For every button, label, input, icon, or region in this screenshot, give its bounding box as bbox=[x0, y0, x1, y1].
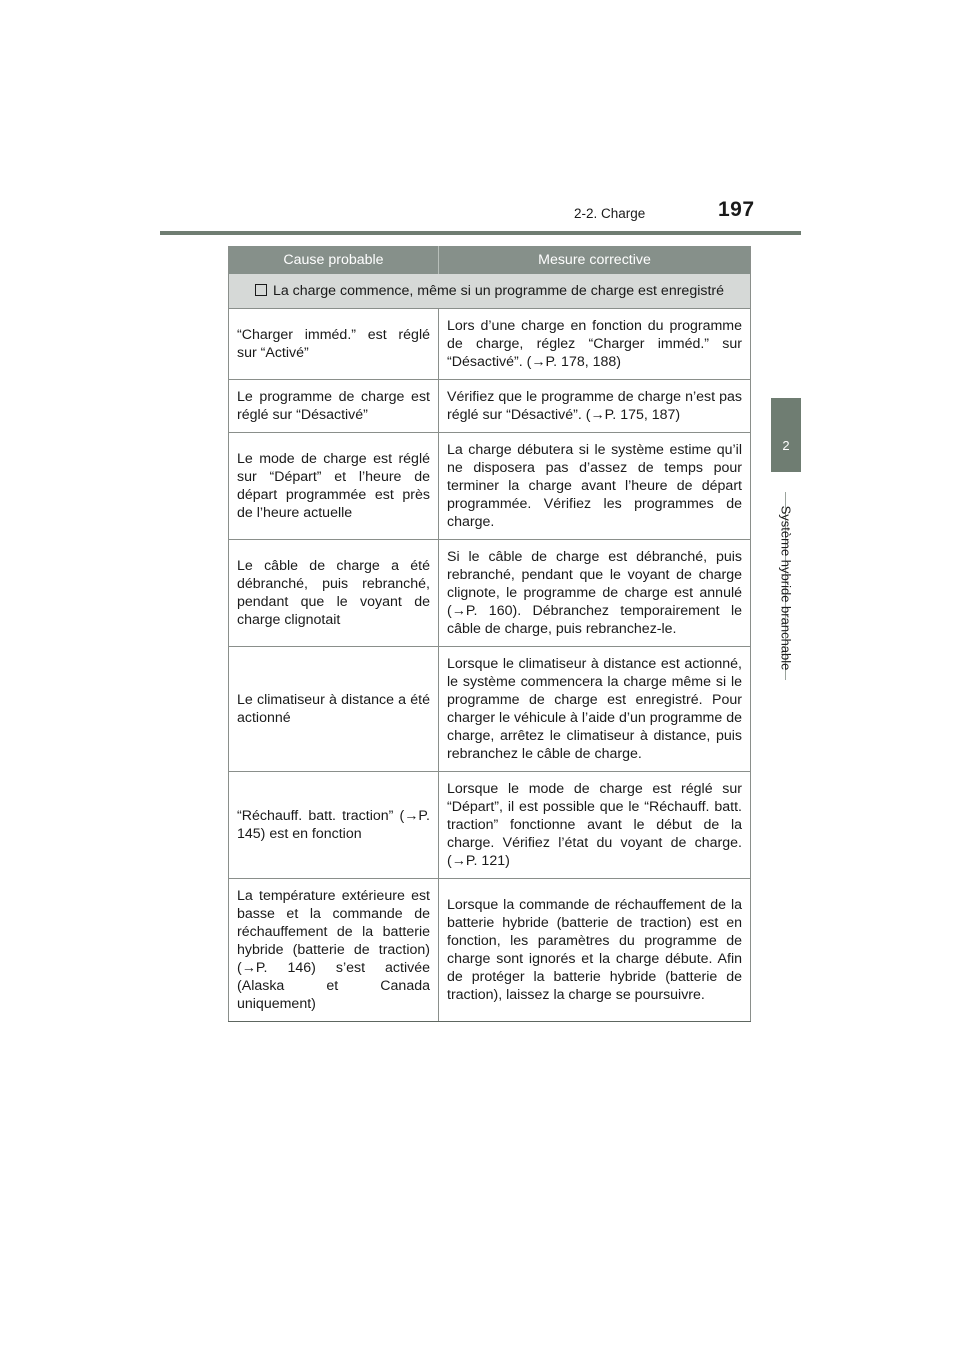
remedy-cell: Lorsque la commande de réchauffement de la batterie hybride (batterie de traction) est en fonction, les paramètres du programme de charge sont ignorés et la charge débute. Afin de protéger la batterie hybride (batterie de traction), laissez la charge se poursuivre. bbox=[439, 879, 751, 1022]
remedy-cell: Lors d’une charge en fonction du programme de charge, réglez “Charger imméd.” sur “Désactivé”. (→P. 178, 188) bbox=[439, 309, 751, 380]
section-title: 2-2. Charge bbox=[574, 206, 646, 221]
table-row bbox=[229, 380, 751, 433]
troubleshooting-table bbox=[228, 246, 751, 1022]
cause-cell: Le câble de charge a été débranché, puis rebranché, pendant que le voyant de charge clignotait bbox=[229, 540, 439, 647]
remedy-cell: Lorsque le mode de charge est réglé sur “Départ”, il est possible que le “Réchauff. batt. traction” fonctionne avant le début de la charge. Vérifiez l’état du voyant de charge. (→P. 121) bbox=[439, 772, 751, 879]
page-number: 197 bbox=[718, 198, 755, 221]
chapter-tab bbox=[771, 398, 801, 472]
section-heading: La charge commence, même si un programme de charge est enregistré bbox=[272, 283, 725, 299]
remedy-cell: La charge débutera si le système estime qu’il ne disposera pas d’assez de temps pour terminer la charge avant l’heure de départ programmée. Vérifiez les programmes de charge. bbox=[439, 433, 751, 540]
cause-cell: Le programme de charge est réglé sur “Désactivé” bbox=[229, 380, 439, 433]
header-rule bbox=[160, 231, 801, 235]
chapter-number: 2 bbox=[782, 438, 790, 453]
table-row bbox=[229, 647, 751, 772]
cause-cell: Le mode de charge est réglé sur “Départ” et l’heure de départ programmée est près de l’heure actuelle bbox=[229, 433, 439, 540]
header-cause: Cause probable bbox=[229, 246, 439, 274]
table-row bbox=[229, 772, 751, 879]
remedy-cell: Si le câble de charge est débranché, puis rebranché, pendant que le voyant de charge clignote, le programme de charge est annulé (→P. 160). Débranchez temporairement le câble de charge, puis rebranchez-le. bbox=[439, 540, 751, 647]
chapter-title: Système hybride branchable bbox=[778, 505, 794, 671]
header-remedy: Mesure corrective bbox=[439, 246, 751, 274]
table-section-row bbox=[229, 274, 751, 309]
section-cell bbox=[229, 274, 751, 309]
table-header-row bbox=[229, 246, 751, 274]
table-row bbox=[229, 879, 751, 1022]
cause-cell: “Charger imméd.” est réglé sur “Activé” bbox=[229, 309, 439, 380]
remedy-cell: Vérifiez que le programme de charge n’est pas réglé sur “Désactivé”. (→P. 175, 187) bbox=[439, 380, 751, 433]
cause-cell: La température extérieure est basse et la commande de réchauffement de la batterie hybride (batterie de traction) (→P. 146) s’est activée (Alaska et Canada uniquement) bbox=[229, 879, 439, 1022]
table-row bbox=[229, 309, 751, 380]
remedy-cell: Lorsque le climatiseur à distance est actionné, le système commencera la charge même si le programme de charge est enregistré. Pour charger le véhicule à l’aide d’un programme de charge, arrêtez le climatiseur à distance, puis rebranchez le câble de charge. bbox=[439, 647, 751, 772]
checkbox-icon bbox=[255, 284, 267, 296]
cause-cell: Le climatiseur à distance a été actionné bbox=[229, 647, 439, 772]
cause-cell: “Réchauff. batt. traction” (→P. 145) est en fonction bbox=[229, 772, 439, 879]
table-row bbox=[229, 540, 751, 647]
table-row bbox=[229, 433, 751, 540]
